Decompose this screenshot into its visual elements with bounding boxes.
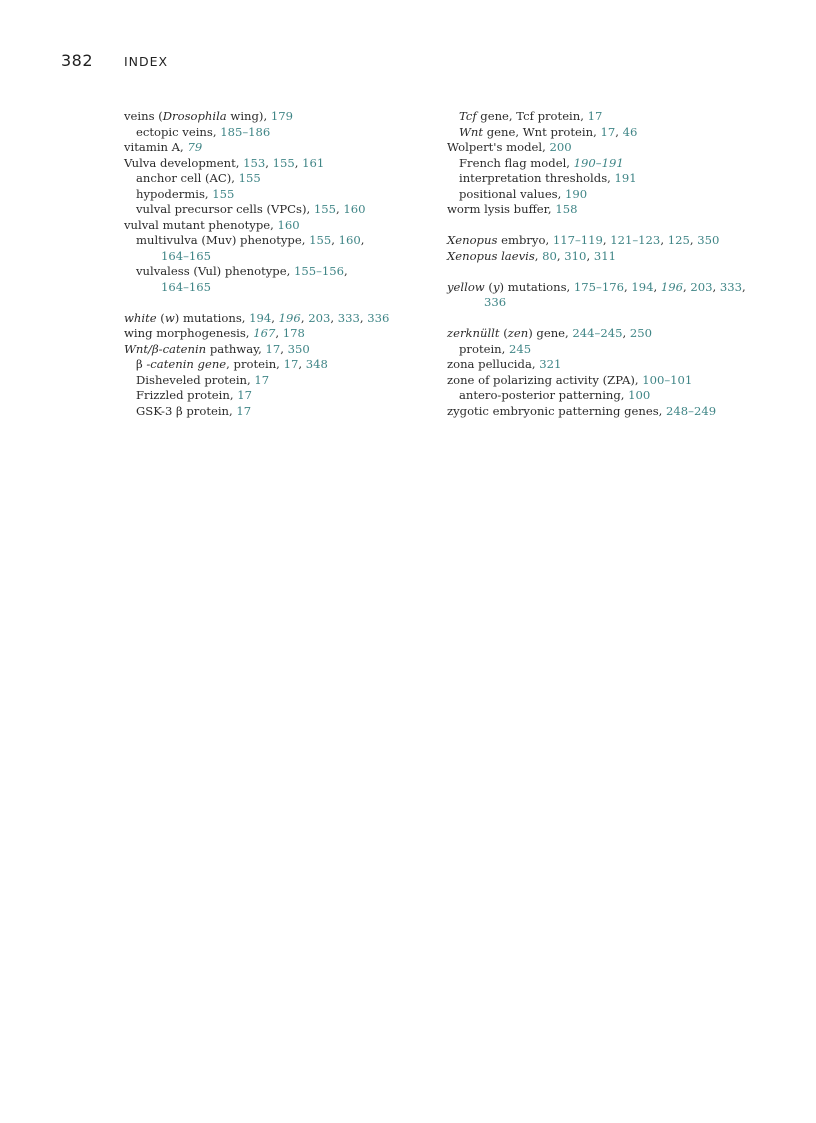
index-entry xyxy=(447,233,777,249)
entry-gap xyxy=(447,311,777,327)
page-reference-link[interactable]: 190 xyxy=(565,186,588,201)
page-reference-link[interactable]: 79 xyxy=(187,140,203,154)
entry-text: -catenin gene xyxy=(146,357,227,371)
entry-text: , xyxy=(534,248,543,263)
index-entry xyxy=(124,140,424,156)
page-reference-link[interactable]: 17 xyxy=(265,341,281,356)
entry-text: , xyxy=(360,233,365,247)
index-subentry xyxy=(124,125,424,141)
page-reference-link[interactable]: 250 xyxy=(629,326,652,340)
page-reference-link[interactable]: 164–165 xyxy=(161,279,212,294)
page-reference-link[interactable]: 336 xyxy=(367,310,390,325)
index-entry xyxy=(124,311,424,327)
entry-text: protein, xyxy=(459,341,510,356)
entry-text: Xenopus xyxy=(447,233,498,247)
entry-text: zygotic embryonic patterning genes, xyxy=(447,403,667,418)
page-reference-link[interactable]: 194 xyxy=(249,310,272,325)
entry-text: veins ( xyxy=(124,109,163,123)
page-reference-link[interactable]: 350 xyxy=(287,341,310,356)
entry-text: , xyxy=(586,248,594,263)
index-entry xyxy=(447,202,777,218)
entry-text: ( xyxy=(499,326,508,340)
entry-text: Wnt xyxy=(459,124,484,139)
index-subentry xyxy=(124,264,424,280)
page-reference-link[interactable]: 17 xyxy=(283,357,299,371)
entry-text: anchor cell (AC), xyxy=(136,171,239,185)
running-head: INDEX xyxy=(124,54,169,69)
entry-text: , xyxy=(622,326,630,340)
entry-text: gene, Tcf protein, xyxy=(476,109,588,123)
index-subentry xyxy=(447,171,777,187)
index-entry xyxy=(447,404,777,420)
page-reference-link[interactable]: 160 xyxy=(277,217,300,232)
entry-text: w xyxy=(164,310,175,325)
page-reference-link[interactable]: 167 xyxy=(253,326,276,340)
page-reference-link[interactable]: 196 xyxy=(278,310,301,325)
page-reference-link[interactable]: 161 xyxy=(302,155,325,170)
entry-text: wing morphogenesis, xyxy=(124,326,254,340)
page-reference-link[interactable]: 17 xyxy=(600,124,616,139)
entry-text: gene, Wnt protein, xyxy=(483,124,601,139)
page-reference-link[interactable]: 175–176 xyxy=(573,279,624,294)
entry-text: ) gene, xyxy=(528,326,573,340)
entry-text: Wolpert's model, xyxy=(447,140,550,154)
entry-text: , xyxy=(556,248,565,263)
page-reference-link[interactable]: 46 xyxy=(622,124,638,139)
index-entry-continuation xyxy=(447,295,777,311)
page-reference-link[interactable]: 153 xyxy=(243,155,266,170)
entry-text: vitamin A, xyxy=(124,140,188,154)
entry-text: ) mutations, xyxy=(174,310,250,325)
index-subentry xyxy=(447,156,777,172)
entry-text: ( xyxy=(156,310,165,325)
index-column-right xyxy=(447,109,777,419)
index-subentry xyxy=(447,342,777,358)
index-subentry xyxy=(124,171,424,187)
entry-text: zerknüllt xyxy=(447,326,500,340)
index-entry xyxy=(124,218,424,234)
entry-text: , xyxy=(330,310,338,325)
entry-text: , xyxy=(298,357,306,371)
entry-text: yellow xyxy=(447,279,485,294)
entry-gap xyxy=(447,264,777,280)
entry-text: zona pellucida, xyxy=(447,357,540,371)
entry-text: antero-posterior patterning, xyxy=(459,388,629,402)
page-reference-link[interactable]: 17 xyxy=(254,372,270,387)
index-subentry xyxy=(124,388,424,404)
page-reference-link[interactable]: 155 xyxy=(272,155,295,170)
entry-text: , xyxy=(265,155,273,170)
index-entry xyxy=(447,357,777,373)
entry-text: hypodermis, xyxy=(136,186,213,201)
page-reference-link[interactable]: 117–119 xyxy=(552,233,603,247)
page-reference-link[interactable]: 121–123 xyxy=(610,233,661,247)
entry-text: Wnt/β-catenin xyxy=(124,341,207,356)
page-reference-link[interactable]: 164–165 xyxy=(161,248,212,263)
entry-text: Frizzled protein, xyxy=(136,388,238,402)
entry-text: ( xyxy=(484,279,493,294)
page-reference-link[interactable]: 179 xyxy=(270,109,293,123)
entry-text: β xyxy=(136,357,147,371)
entry-text: ) mutations, xyxy=(499,279,574,294)
page-reference-link[interactable]: 321 xyxy=(539,357,562,371)
index-subentry xyxy=(124,233,424,249)
index-subentry xyxy=(124,202,424,218)
index-entry xyxy=(447,140,777,156)
entry-text: Drosophila xyxy=(162,109,227,123)
entry-text: , xyxy=(712,279,720,294)
index-entry xyxy=(124,109,424,125)
page-reference-link[interactable]: 191 xyxy=(614,171,637,185)
page-reference-link[interactable]: 245 xyxy=(509,341,532,356)
index-subentry xyxy=(447,125,777,141)
page-reference-link[interactable]: 203 xyxy=(690,279,713,294)
entry-text: , xyxy=(653,279,661,294)
index-entry xyxy=(124,156,424,172)
index-subentry xyxy=(447,388,777,404)
entry-text: white xyxy=(124,310,157,325)
index-entry xyxy=(447,326,777,342)
entry-text: , xyxy=(294,155,303,170)
entry-text: Tcf xyxy=(459,109,477,123)
page-reference-link[interactable]: 200 xyxy=(549,140,572,154)
entry-text: vulval precursor cells (VPCs), xyxy=(136,202,314,216)
page-reference-link[interactable]: 178 xyxy=(282,326,305,340)
page-reference-link[interactable]: 80 xyxy=(542,248,557,263)
page-reference-link[interactable]: 196 xyxy=(660,279,683,294)
index-subentry xyxy=(124,357,424,373)
page-reference-link[interactable]: 100–101 xyxy=(642,372,693,387)
page-reference-link[interactable]: 155 xyxy=(238,171,261,185)
entry-text: Xenopus laevis xyxy=(447,248,535,263)
page-reference-link[interactable]: 348 xyxy=(305,357,328,371)
page-reference-link[interactable]: 194 xyxy=(631,279,654,294)
index-entry xyxy=(447,373,777,389)
entry-text: embryo, xyxy=(497,233,553,247)
entry-text: , xyxy=(359,310,368,325)
page-reference-link[interactable]: 333 xyxy=(719,279,743,294)
entry-text: , xyxy=(682,279,691,294)
page-number: 382 xyxy=(61,51,94,70)
entry-text: , protein, xyxy=(226,357,284,371)
entry-gap xyxy=(124,295,424,311)
index-entry-continuation xyxy=(124,280,424,296)
page-reference-link[interactable]: 203 xyxy=(308,310,331,325)
page-reference-link[interactable]: 333 xyxy=(337,310,360,325)
page-reference-link[interactable]: 336 xyxy=(484,295,507,309)
entry-text: , xyxy=(336,202,344,216)
page-reference-link[interactable]: 310 xyxy=(564,248,587,263)
entry-text: Disheveled protein, xyxy=(136,372,255,387)
page-reference-link[interactable]: 160 xyxy=(338,233,361,247)
entry-text: zen xyxy=(507,326,529,340)
entry-text: , xyxy=(275,326,283,340)
page-reference-link[interactable]: 185–186 xyxy=(220,124,271,139)
entry-text: , xyxy=(280,341,288,356)
entry-text: , xyxy=(271,310,279,325)
entry-text: French flag model, xyxy=(459,155,574,170)
entry-text: vulval mutant phenotype, xyxy=(124,217,278,232)
page-reference-link[interactable]: 155–156 xyxy=(293,264,344,278)
page-reference-link[interactable]: 190–191 xyxy=(573,155,624,170)
entry-text: , xyxy=(602,233,611,247)
index-subentry xyxy=(124,187,424,203)
index-column-left xyxy=(124,109,424,419)
entry-text: pathway, xyxy=(206,341,266,356)
page-reference-link[interactable]: 248–249 xyxy=(666,403,717,418)
entry-text: vulvaless (Vul) phenotype, xyxy=(136,264,294,278)
entry-text: , xyxy=(300,310,309,325)
index-entry xyxy=(447,249,777,265)
entry-text: GSK-3 β protein, xyxy=(136,403,237,418)
entry-text: zone of polarizing activity (ZPA), xyxy=(447,372,643,387)
entry-text: ectopic veins, xyxy=(136,124,221,139)
entry-text: positional values, xyxy=(459,186,565,201)
page-reference-link[interactable]: 125 xyxy=(667,233,690,247)
entry-text: , xyxy=(742,279,746,294)
entry-text: , xyxy=(615,124,623,139)
entry-text: , xyxy=(331,233,339,247)
page-reference-link[interactable]: 17 xyxy=(237,388,252,402)
entry-text: , xyxy=(344,264,348,278)
page-reference-link[interactable]: 155 xyxy=(313,202,337,216)
entry-text: wing), xyxy=(226,109,271,123)
index-subentry xyxy=(124,373,424,389)
page-reference-link[interactable]: 311 xyxy=(593,248,616,263)
index-subentry xyxy=(124,404,424,420)
page-reference-link[interactable]: 17 xyxy=(236,403,252,418)
page-reference-link[interactable]: 155 xyxy=(212,186,235,201)
page-reference-link[interactable]: 244–245 xyxy=(572,326,623,340)
page-reference-link[interactable]: 17 xyxy=(587,109,603,123)
entry-text: interpretation thresholds, xyxy=(459,171,615,185)
index-entry-continuation xyxy=(124,249,424,265)
entry-text: worm lysis buffer, xyxy=(447,202,556,216)
entry-text: , xyxy=(689,233,698,247)
entry-text: , xyxy=(623,279,632,294)
index-entry xyxy=(124,326,424,342)
index-entry xyxy=(124,342,424,358)
entry-text: Vulva development, xyxy=(124,155,244,170)
entry-text: , xyxy=(660,233,668,247)
entry-text: multivulva (Muv) phenotype, xyxy=(136,233,310,247)
page-reference-link[interactable]: 350 xyxy=(697,233,720,247)
entry-text: y xyxy=(492,279,500,294)
page-reference-link[interactable]: 155 xyxy=(309,233,332,247)
entry-gap xyxy=(447,218,777,234)
page-reference-link[interactable]: 158 xyxy=(555,202,578,216)
index-entry xyxy=(447,280,777,296)
page-reference-link[interactable]: 100 xyxy=(628,388,651,402)
page-reference-link[interactable]: 160 xyxy=(343,202,366,216)
index-subentry xyxy=(447,109,777,125)
index-subentry xyxy=(447,187,777,203)
